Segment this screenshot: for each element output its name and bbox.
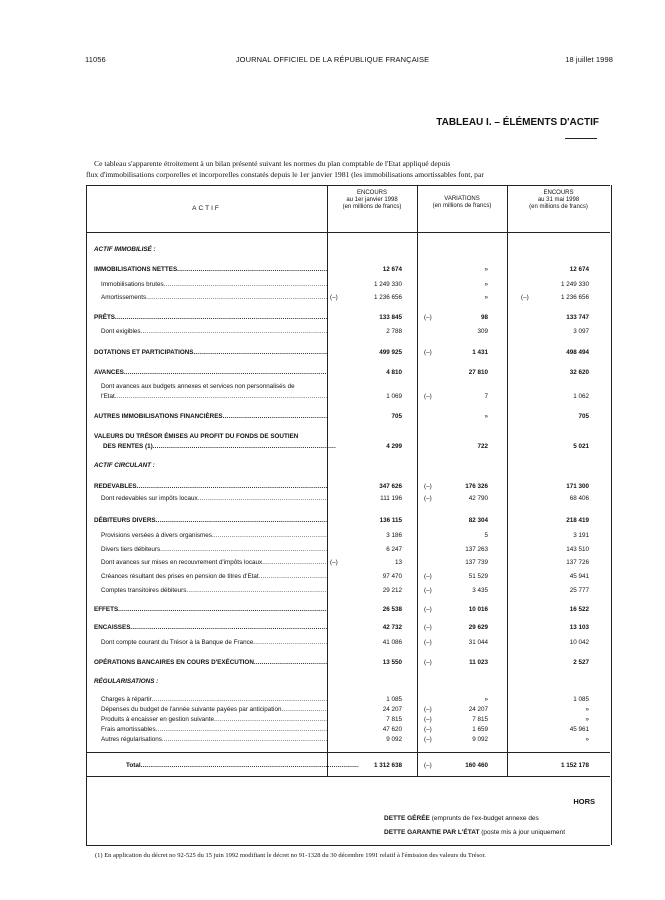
table-row: Provisions versées à divers organismes ..... 3 186 5 3 191 bbox=[86, 530, 610, 541]
title-underline bbox=[565, 138, 597, 139]
dette-garantie-label: DETTE GARANTIE PAR L'ÉTAT bbox=[384, 829, 480, 836]
table-row: Produits à encaisser en gestion suivante ..... 7 815 (–) 7 815 » bbox=[86, 714, 610, 725]
table-row: Comptes transitoires débiteurs ..... 29 212 (–) 3 435 25 777 bbox=[86, 585, 610, 596]
intro-line-1: Ce tableau s'apparente étroitement à un bilan présenté suivant les normes du plan comptable de l'Etat appliqué depuis bbox=[94, 159, 451, 168]
table-row: Dont avances sur mises en recouvrement d'impôts locaux ..... (–) 13 137 739 137 726 bbox=[86, 557, 610, 568]
intro-paragraph bbox=[86, 158, 606, 180]
table-row: Dont compte courant du Trésor à la Banque de France ..... 41 086 (–) 31 044 10 042 bbox=[86, 637, 610, 648]
column-header-variations: VARIATIONS (en millions de francs) bbox=[432, 196, 492, 209]
section-heading: ACTIF CIRCULANT : bbox=[94, 462, 155, 469]
column-header-encours-janvier: ENCOURS au 1er janvier 1998 (en millions de francs) bbox=[342, 190, 402, 210]
table-frame-bottom bbox=[86, 845, 610, 846]
section-heading: RÉGULARISATIONS : bbox=[94, 678, 159, 685]
hors-heading: HORS bbox=[573, 797, 595, 806]
table-row: Dont exigibles ..... 2 788 309 3 097 bbox=[86, 326, 610, 337]
total-rule-top bbox=[86, 752, 610, 753]
publication-date: 18 juillet 1998 bbox=[565, 55, 613, 64]
journal-name: JOURNAL OFFICIEL DE LA RÉPUBLIQUE FRANÇAISE bbox=[235, 55, 430, 64]
dette-garantie-line bbox=[384, 829, 565, 836]
table-row: Charges à répartir ..... 1 085 » 1 085 bbox=[86, 694, 610, 705]
footnote: (1) En application du décret no 92-525 du 15 juin 1992 modifiant le décret no 91-1328 du 30 décembre 1991 relatif à l'émission des valeurs du Trésor. bbox=[95, 852, 486, 859]
table-row: Divers tiers débiteurs ..... 6 247 137 263 143 510 bbox=[86, 544, 610, 555]
dette-geree-label: DETTE GÉRÉE bbox=[384, 815, 430, 822]
total-row: Total ..... 1 312 638 (–) 160 460 1 152 178 bbox=[86, 760, 610, 771]
total-rule-bottom bbox=[86, 776, 610, 777]
table-row: OPÉRATIONS BANCAIRES EN COURS D'EXÉCUTION ..... 13 550 (–) 11 023 2 527 bbox=[86, 657, 610, 668]
table-row: Créances résultant des prises en pension de titres d'Etat ..... 97 470 (–) 51 529 45 941 bbox=[86, 571, 610, 582]
table-row: VALEURS DU TRÉSOR ÉMISES AU PROFIT DU FONDS DE SOUTIEN DES RENTES (1) ..... 4 299 722 5 021 bbox=[86, 432, 610, 454]
table-row: Immobilisations brutes ..... 1 249 330 » 1 249 330 bbox=[86, 279, 610, 290]
table-row: IMMOBILISATIONS NETTES ..... 12 674 » 12 674 bbox=[86, 264, 610, 275]
dette-garantie-text: (poste mis à jour uniquement bbox=[481, 829, 566, 836]
table-row: Dont avances aux budgets annexes et services non personnalisés de l'Etat ..... 1 069 (–) 7 1 062 bbox=[86, 382, 610, 404]
table-title: TABLEAU I. – ÉLÉMENTS D'ACTIF bbox=[436, 117, 599, 128]
table-row: DOTATIONS ET PARTICIPATIONS ..... 499 925 (–) 1 431 498 494 bbox=[86, 347, 610, 358]
table-row: Dépenses du budget de l'année suivante payées par anticipation ..... 24 207 (–) 24 207 » bbox=[86, 704, 610, 715]
intro-line-2: flux d'immobilisations corporelles et incorporelles constatés depuis le 1er janvier 1981 (les immobilisations amortissables font, par bbox=[86, 170, 484, 179]
table-row: Amortissements ..... (–) 1 236 656 » (–) 1 236 656 bbox=[86, 292, 610, 303]
table-row: AUTRES IMMOBILISATIONS FINANCIÈRES ..... 705 » 705 bbox=[86, 411, 610, 422]
page-number: 11056 bbox=[85, 55, 106, 64]
table-row: PRÊTS ..... 133 845 (–) 98 133 747 bbox=[86, 312, 610, 323]
table-row: EFFETS ..... 26 538 (–) 10 016 16 522 bbox=[86, 604, 610, 615]
table-row: Dont redevables sur impôts locaux ..... 111 196 (–) 42 790 68 406 bbox=[86, 493, 610, 504]
table-row: Frais amortissables ..... 47 620 (–) 1 659 45 961 bbox=[86, 724, 610, 735]
dette-geree-text: (emprunts de l'ex-budget annexe des bbox=[431, 815, 539, 822]
column-header-actif: ACTIF bbox=[192, 205, 221, 212]
table-row: Autres régularisations ..... 9 092 (–) 9 092 » bbox=[86, 734, 610, 745]
table-row: AVANCES ..... 4 810 27 810 32 620 bbox=[86, 367, 610, 378]
table-row: DÉBITEURS DIVERS ..... 136 115 82 304 218 419 bbox=[86, 515, 610, 526]
dette-geree-line bbox=[384, 815, 539, 822]
table-row: REDEVABLES ..... 347 626 (–) 176 326 171 300 bbox=[86, 481, 610, 492]
table-row: ENCAISSES ..... 42 732 (–) 29 629 13 103 bbox=[86, 622, 610, 633]
column-header-encours-mai: ENCOURS au 31 mai 1998 (en millions de francs) bbox=[529, 190, 588, 210]
section-heading: ACTIF IMMOBILISÉ : bbox=[94, 246, 156, 253]
